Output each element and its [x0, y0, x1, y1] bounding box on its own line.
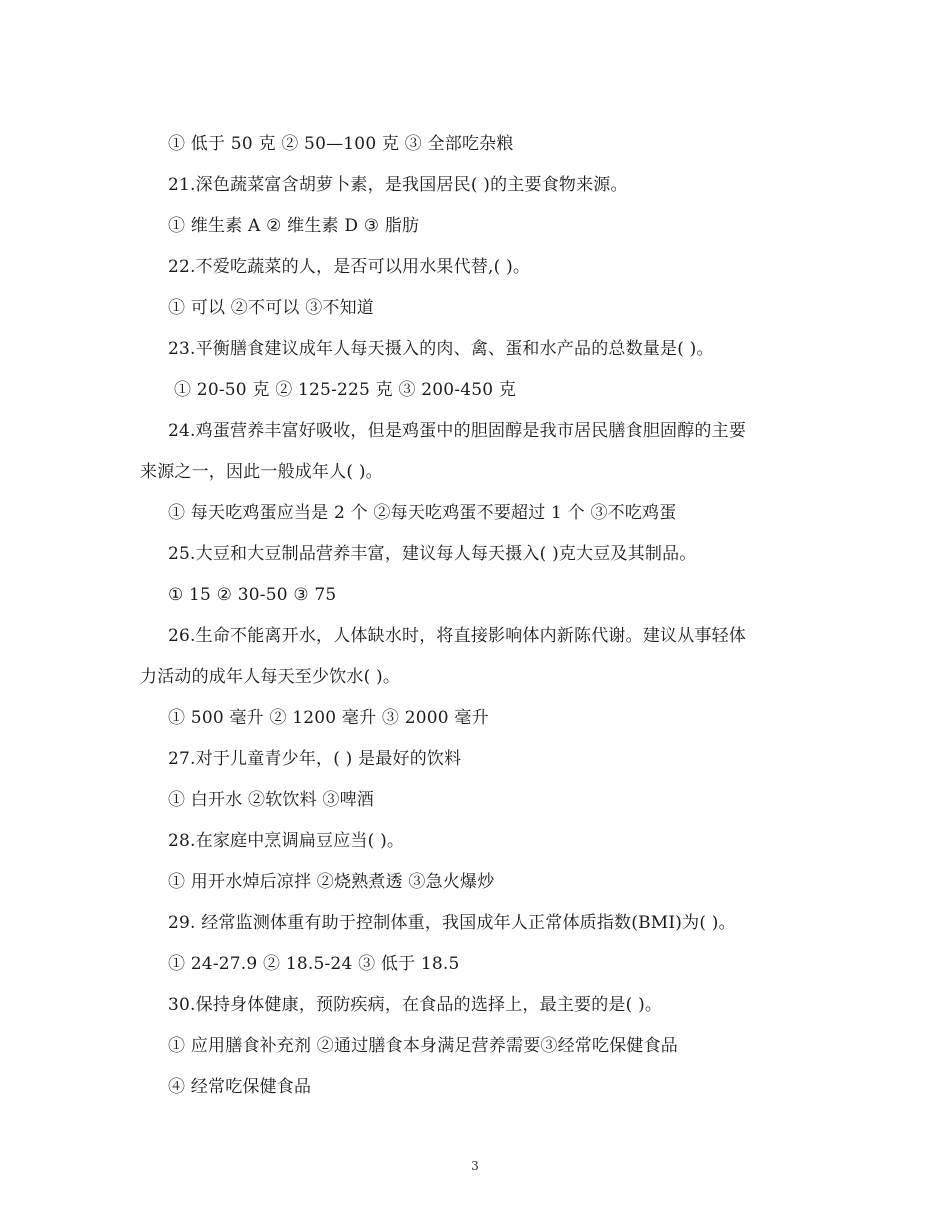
text-line: 25.大豆和大豆制品营养丰富，建议每人每天摄入( )克大豆及其制品。: [168, 544, 697, 564]
text-line: 23.平衡膳食建议成年人每天摄入的肉、禽、蛋和水产品的总数量是( )。: [168, 339, 714, 359]
text-line: ① 可以 ②不可以 ③不知道: [168, 298, 375, 318]
text-line: ④ 经常吃保健食品: [168, 1077, 312, 1097]
text-line: ① 每天吃鸡蛋应当是 2 个 ②每天吃鸡蛋不要超过 1 个 ③不吃鸡蛋: [168, 503, 677, 523]
text-line: 28.在家庭中烹调扁豆应当( )。: [168, 831, 405, 851]
text-line: 24.鸡蛋营养丰富好吸收，但是鸡蛋中的胆固醇是我市居民膳食胆固醇的主要: [168, 421, 747, 441]
text-line: 26.生命不能离开水，人体缺水时，将直接影响体内新陈代谢。建议从事轻体: [168, 626, 747, 646]
text-line: ① 500 毫升 ② 1200 毫升 ③ 2000 毫升: [168, 708, 489, 728]
text-line: ① 维生素 A ② 维生素 D ③ 脂肪: [168, 216, 420, 236]
text-line: 21.深色蔬菜富含胡萝卜素，是我国居民( )的主要食物来源。: [168, 175, 628, 195]
document-body: [140, 124, 805, 1108]
text-line: ① 应用膳食补充剂 ②通过膳食本身满足营养需要③经常吃保健食品: [168, 1036, 679, 1056]
text-line: 力活动的成年人每天至少饮水( )。: [140, 667, 401, 687]
text-line: 来源之一，因此一般成年人( )。: [140, 462, 383, 482]
text-line: 22.不爱吃蔬菜的人，是否可以用水果代替,( )。: [168, 257, 531, 277]
text-line: 27.对于儿童青少年，( ) 是最好的饮料: [168, 749, 462, 769]
text-line: 30.保持身体健康，预防疾病，在食品的选择上，最主要的是( )。: [168, 995, 663, 1015]
text-line: ① 20-50 克 ② 125-225 克 ③ 200-450 克: [174, 380, 517, 400]
text-line: ① 15 ② 30-50 ③ 75: [168, 585, 337, 605]
text-line: 29. 经常监测体重有助于控制体重，我国成年人正常体质指数(BMI)为( )。: [168, 913, 736, 933]
page-number: 3: [471, 1159, 479, 1173]
text-line: ① 24-27.9 ② 18.5-24 ③ 低于 18.5: [168, 954, 460, 974]
text-line: ① 低于 50 克 ② 50—100 克 ③ 全部吃杂粮: [168, 134, 514, 154]
text-line: ① 白开水 ②软饮料 ③啤酒: [168, 790, 375, 810]
text-line: ① 用开水焯后凉拌 ②烧熟煮透 ③急火爆炒: [168, 872, 495, 892]
